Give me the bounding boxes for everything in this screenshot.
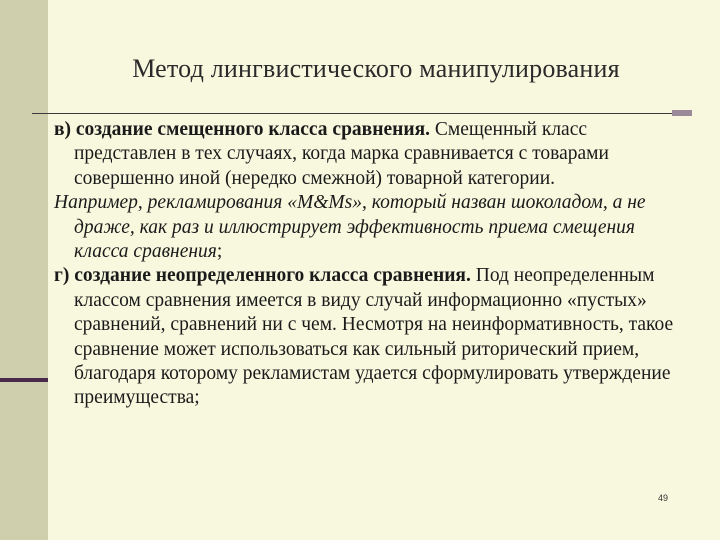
list-item-v xyxy=(54,118,694,191)
title-divider-accent xyxy=(672,110,692,116)
list-marker: г) xyxy=(54,265,70,287)
page-number: 49 xyxy=(658,493,669,503)
list-marker: в) xyxy=(54,119,72,140)
example-paragraph xyxy=(54,191,694,264)
slide-title: Метод лингвистического манипулирования xyxy=(132,54,620,83)
item-text: Под неопределенным классом сравнения имеется в виду случай информационно «пустых» сравнений, сравнений ни с чем. Несмотря на неинформативность, такое сравнение может использоваться как сильный риторический прием, благодаря которому рекламистам удается сформулировать утверждение преимущества; xyxy=(74,265,674,409)
left-band-accent xyxy=(0,378,48,382)
item-heading: создание неопределенного класса сравнения. xyxy=(74,265,471,287)
title-divider-line xyxy=(32,113,672,114)
item-text: Смещенный класс представлен в тех случаях, когда марка сравнивается с товарами совершенно иной (нередко смежной) товарной категории. xyxy=(74,119,609,189)
list-item-g xyxy=(54,264,694,410)
example-text: Например, рекламирования «M&Ms», который назван шоколадом, а не драже, как раз и иллюстрирует эффективность приема смещения класса сравнения xyxy=(54,192,646,263)
item-heading: создание смещенного класса сравнения. xyxy=(75,119,431,140)
slide-body xyxy=(54,118,694,411)
example-tail: ; xyxy=(216,241,223,263)
